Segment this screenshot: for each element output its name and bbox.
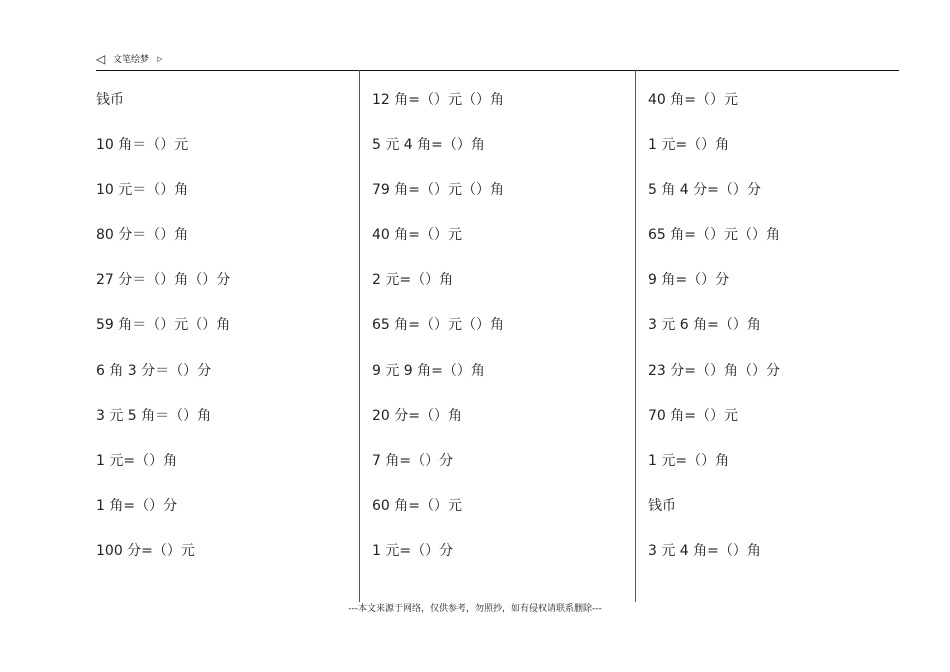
column-1 (96, 89, 230, 585)
problem-item: 1 元=（）角 (648, 137, 730, 154)
problem-item: 12 角=（）元（）角 (372, 92, 504, 108)
problem-item: 40 角=（）元 (648, 92, 738, 108)
problem-item: 59 角＝（）元（）角 (96, 317, 231, 334)
problem-item: 3 元 5 角＝（）角 (96, 407, 212, 424)
problem-item: 1 元=（）分 (372, 542, 454, 559)
problem-item: 65 角=（）元（）角 (648, 227, 780, 244)
problem-item: 1 角=（）分 (96, 497, 178, 514)
triangle-left-icon: ◁ (96, 52, 106, 66)
problem-item: 100 分=（）元 (96, 542, 195, 559)
column-3 (648, 89, 780, 585)
problem-item: 1 元=（）角 (648, 452, 730, 469)
footer-disclaimer: ---本文来源于网络，仅供参考，勿照抄，如有侵权请联系删除--- (348, 604, 602, 614)
triangle-right-icon: ▷ (157, 55, 163, 63)
problem-item: 钱币 (96, 92, 124, 108)
problem-item: 9 元 9 角=（）角 (372, 362, 485, 379)
problem-item: 7 角=（）分 (372, 452, 454, 469)
problem-item: 65 角=（）元（）角 (372, 317, 504, 334)
problem-item: 9 角=（）分 (648, 272, 730, 289)
problem-item: 10 元＝（）角 (96, 182, 189, 199)
header-title: 文笔绘梦 (113, 55, 150, 65)
problem-item: 79 角=（）元（）角 (372, 182, 504, 199)
problem-item: 钱币 (648, 497, 676, 514)
problem-item: 20 分=（）角 (372, 407, 462, 424)
problem-item: 3 元 4 角=（）角 (648, 542, 761, 559)
problem-item: 40 角=（）元 (372, 227, 462, 244)
problem-item: 2 元=（）角 (372, 272, 454, 289)
problem-item: 3 元 6 角=（）角 (648, 317, 761, 334)
column-divider-1 (359, 70, 360, 602)
problem-item: 5 角 4 分=（）分 (648, 182, 761, 199)
problem-item: 60 角=（）元 (372, 497, 462, 514)
problem-item: 10 角＝（）元 (96, 137, 189, 154)
problem-item: 27 分＝（）角（）分 (96, 272, 231, 289)
page-header (96, 52, 899, 71)
problem-item: 70 角=（）元 (648, 407, 738, 424)
problem-item: 6 角 3 分＝（）分 (96, 362, 212, 379)
column-2 (372, 89, 504, 585)
column-divider-2 (635, 70, 636, 602)
problem-item: 80 分＝（）角 (96, 227, 189, 244)
problem-item: 1 元=（）角 (96, 452, 178, 469)
problem-item: 5 元 4 角=（）角 (372, 137, 485, 154)
problem-item: 23 分=（）角（）分 (648, 362, 780, 379)
